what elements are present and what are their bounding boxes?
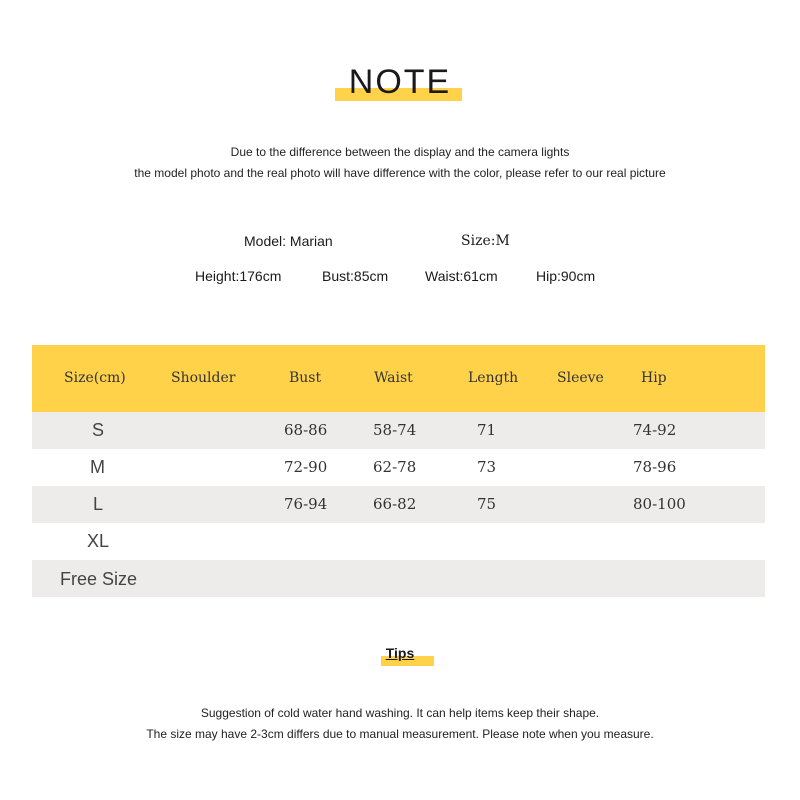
table-row [32,449,765,486]
header-hip: Hip [641,370,667,386]
note-title: NOTE [348,63,452,101]
model-bust: Bust:85cm [322,268,389,284]
header-bust: Bust [289,370,322,386]
tips-title: Tips [385,645,415,661]
tip-line-2: The size may have 2-3cm differs due to manual measurement. Please note when you measure. [146,727,654,741]
model-height: Height:176cm [195,268,282,284]
disclaimer-line-2: the model photo and the real photo will have difference with the color, please refer to our real picture [134,166,666,180]
table-row [32,412,765,449]
cell-length: 71 [477,421,497,439]
cell-length: 73 [477,458,497,476]
disclaimer-line-1: Due to the difference between the display and the camera lights [230,145,570,159]
size-table-header [32,345,765,412]
cell-size: Free Size [60,569,138,589]
cell-waist: 62-78 [373,458,417,476]
header-length: Length [468,370,519,386]
table-row [32,560,765,597]
model-hip: Hip:90cm [536,268,596,284]
model-name: Model: Marian [244,233,333,249]
table-row [32,486,765,523]
cell-bust: 72-90 [284,458,328,476]
cell-hip: 78-96 [633,458,677,476]
header-shoulder: Shoulder [171,370,236,386]
header-sleeve: Sleeve [557,370,604,386]
cell-bust: 68-86 [284,421,328,439]
cell-size: M [90,457,105,477]
cell-size: S [92,420,105,440]
cell-hip: 80-100 [633,495,686,513]
cell-length: 75 [477,495,497,513]
cell-waist: 58-74 [373,421,417,439]
model-size: Size:M [461,233,510,249]
tip-line-1: Suggestion of cold water hand washing. It can help items keep their shape. [200,706,600,720]
cell-size: L [93,494,104,514]
cell-waist: 66-82 [373,495,417,513]
cell-size: XL [87,531,110,551]
header-waist: Waist [374,370,413,386]
table-row [32,523,765,560]
cell-hip: 74-92 [633,421,677,439]
cell-bust: 76-94 [284,495,328,513]
model-waist: Waist:61cm [425,268,498,284]
header-size: Size(cm) [64,370,126,386]
size-table [32,345,765,597]
